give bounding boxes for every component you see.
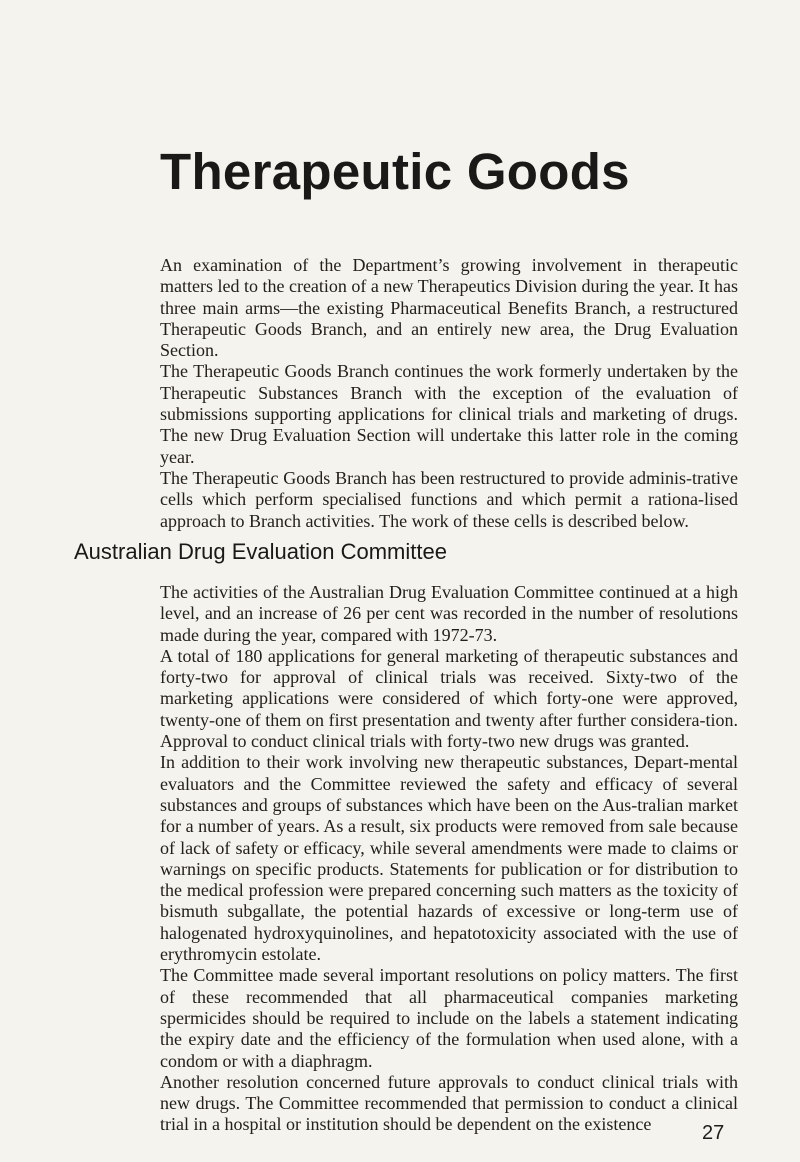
section-paragraph: A total of 180 applications for general marketing of therapeutic substances and forty-two for approval of clinical trials was received. Sixty-two of the marketing applications were considered of which forty-one were approved, twenty-one of them on first presentation and twenty after further considera-tion. Approval to conduct clinical trials with forty-two new drugs was granted. — [160, 645, 738, 752]
intro-paragraph: An examination of the Department’s growing involvement in therapeutic matters led to the creation of a new Therapeutics Division during the year. It has three main arms—the existing Pharmaceutical Benefits Branch, a restructured Therapeutic Goods Branch, and an entirely new area, the Drug Evaluation Section. — [160, 255, 738, 361]
section-paragraph: Another resolution concerned future approvals to conduct clinical trials with new drugs. The Committee recommended that permission to conduct a clinical trial in a hospital or institution should be dependent on the existence — [160, 1071, 738, 1135]
intro-paragraph: The Therapeutic Goods Branch continues the work formerly undertaken by the Therapeutic Substances Branch with the exception of the evaluation of submissions supporting applications for clinical trials and marketing of drugs. The new Drug Evaluation Section will undertake this latter role in the coming year. — [160, 361, 738, 467]
section-paragraph: The Committee made several important resolutions on policy matters. The first of these recommended that all pharmaceutical companies marketing spermicides should be required to include on the labels a statement indicating the expiry date and the efficiency of the formulation when used alone, with a condom or with a diaphragm. — [160, 965, 738, 1071]
intro-text — [160, 255, 738, 532]
section-heading: Australian Drug Evaluation Committee — [74, 539, 447, 564]
page-number: 27 — [702, 1122, 725, 1144]
section-text — [160, 582, 738, 1136]
intro-paragraph: The Therapeutic Goods Branch has been restructured to provide adminis-trative cells which perform specialised functions and which permit a rationa-lised approach to Branch activities. The work of these cells is described below. — [160, 467, 738, 531]
page-title: Therapeutic Goods — [160, 143, 630, 200]
section-paragraph: In addition to their work involving new therapeutic substances, Depart-mental evaluators and the Committee reviewed the safety and efficacy of several substances and groups of substances which have been on the Aus-tralian market for a number of years. As a result, six products were removed from sale because of lack of safety or efficacy, while several amendments were made to claims or warnings on specific products. Statements for publication or for distribution to the medical profession were prepared concerning such matters as the toxicity of bismuth subgallate, the potential hazards of excessive or long-term use of halogenated hydroxyquinolines, and hepatotoxicity associated with the use of erythromycin estolate. — [160, 752, 738, 965]
section-paragraph: The activities of the Australian Drug Evaluation Committee continued at a high level, and an increase of 26 per cent was recorded in the number of resolutions made during the year, compared with 1972-73. — [160, 582, 738, 645]
